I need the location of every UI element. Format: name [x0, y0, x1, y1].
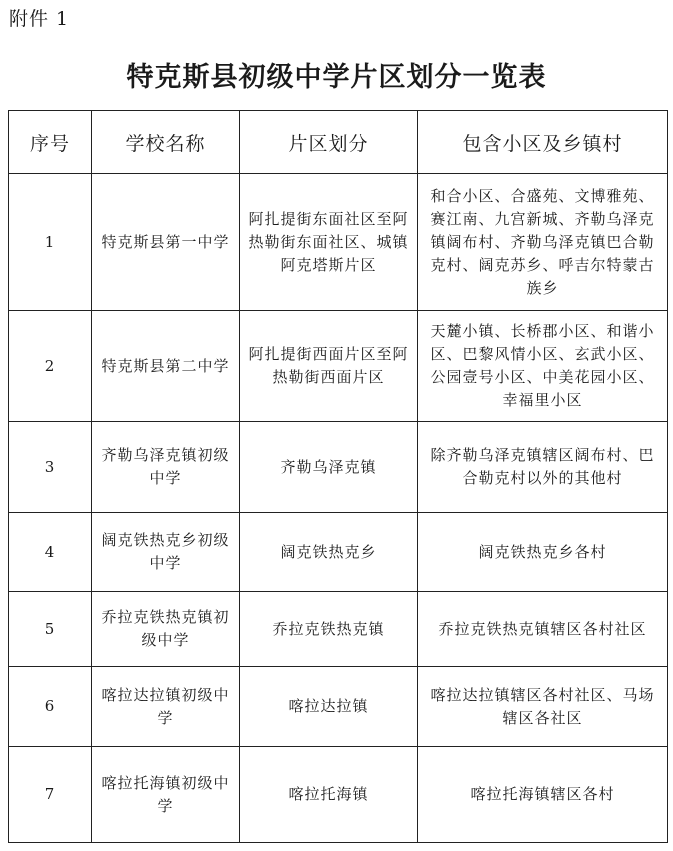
table-row: [9, 174, 668, 311]
row-number: 5: [9, 592, 92, 667]
column-header-school: 学校名称: [92, 111, 240, 174]
row-number: 4: [9, 513, 92, 592]
school-name: 喀拉达拉镇初级中学: [92, 667, 240, 747]
district-scope: 齐勒乌泽克镇: [240, 422, 418, 513]
school-name: 乔拉克铁热克镇初级中学: [92, 592, 240, 667]
district-scope: 阿扎提街西面片区至阿热勒街西面片区: [240, 311, 418, 422]
district-scope: 喀拉托海镇: [240, 747, 418, 843]
coverage-list: 喀拉托海镇辖区各村: [418, 747, 668, 843]
table-row: [9, 747, 668, 843]
school-name: 特克斯县第二中学: [92, 311, 240, 422]
attachment-label: 附件 1: [9, 8, 70, 30]
coverage-list: 和合小区、合盛苑、文博雅苑、赛江南、九宫新城、齐勒乌泽克镇阔布村、齐勒乌泽克镇巴合勒克村、阔克苏乡、呼吉尔特蒙古族乡: [418, 174, 668, 311]
table-row: [9, 422, 668, 513]
table-row: [9, 311, 668, 422]
table-row: [9, 592, 668, 667]
row-number: 2: [9, 311, 92, 422]
school-name: 齐勒乌泽克镇初级中学: [92, 422, 240, 513]
column-header-no: 序号: [9, 111, 92, 174]
district-scope: 阿扎提街东面社区至阿热勒街东面社区、城镇阿克塔斯片区: [240, 174, 418, 311]
school-name: 特克斯县第一中学: [92, 174, 240, 311]
table-row: [9, 513, 668, 592]
row-number: 7: [9, 747, 92, 843]
table-row: [9, 667, 668, 747]
school-name: 阔克铁热克乡初级中学: [92, 513, 240, 592]
page-title: 特克斯县初级中学片区划分一览表: [126, 62, 547, 93]
row-number: 6: [9, 667, 92, 747]
row-number: 1: [9, 174, 92, 311]
coverage-list: 喀拉达拉镇辖区各村社区、马场辖区各社区: [418, 667, 668, 747]
coverage-list: 天麓小镇、长桥郡小区、和谐小区、巴黎风情小区、玄武小区、公园壹号小区、中美花园小区、幸福里小区: [418, 311, 668, 422]
row-number: 3: [9, 422, 92, 513]
district-scope: 乔拉克铁热克镇: [240, 592, 418, 667]
column-header-district: 片区划分: [240, 111, 418, 174]
coverage-list: 阔克铁热克乡各村: [418, 513, 668, 592]
table-header-row: [9, 111, 668, 174]
district-scope: 喀拉达拉镇: [240, 667, 418, 747]
column-header-coverage: 包含小区及乡镇村: [418, 111, 668, 174]
school-name: 喀拉托海镇初级中学: [92, 747, 240, 843]
coverage-list: 乔拉克铁热克镇辖区各村社区: [418, 592, 668, 667]
coverage-list: 除齐勒乌泽克镇辖区阔布村、巴合勒克村以外的其他村: [418, 422, 668, 513]
zone-table: [8, 110, 668, 843]
district-scope: 阔克铁热克乡: [240, 513, 418, 592]
